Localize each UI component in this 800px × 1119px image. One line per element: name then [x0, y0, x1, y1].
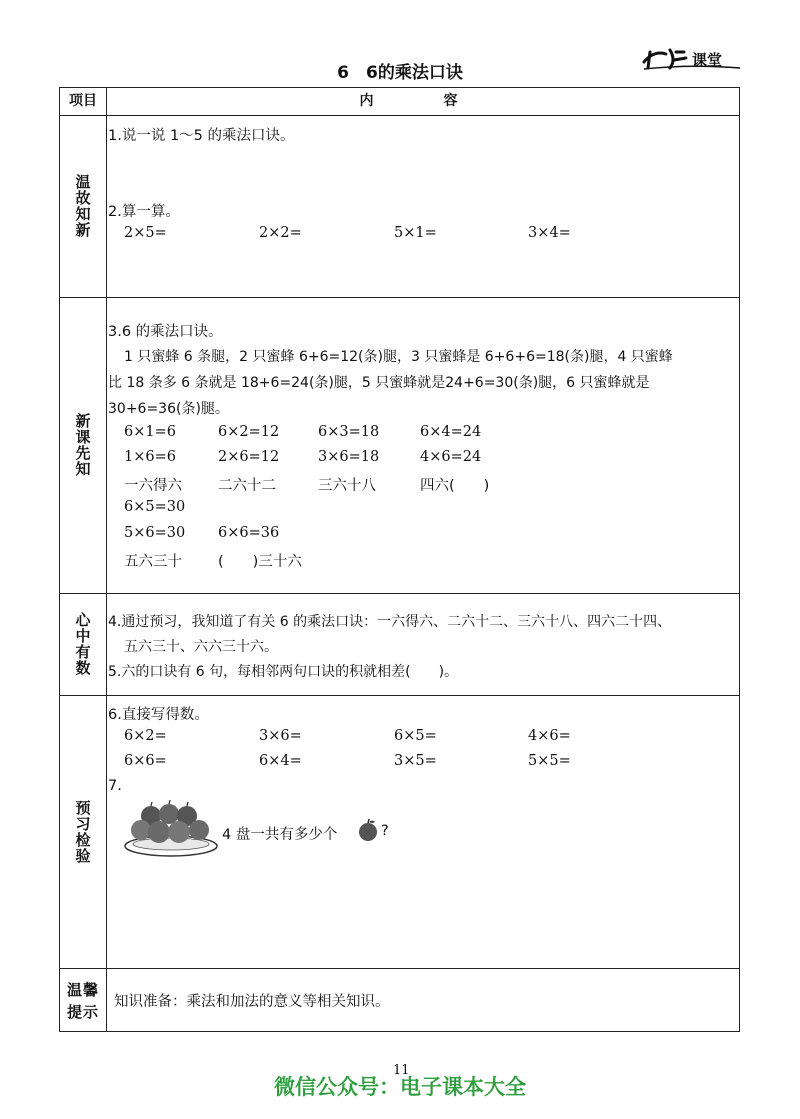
exercise-item: 6×5= — [394, 728, 437, 744]
rhyme-line: 二六十二 — [218, 478, 276, 494]
rhyme-line: 三六十八 — [318, 478, 376, 494]
apple-plate-illustration — [123, 800, 219, 860]
section-label-review: 温故知新 — [73, 174, 92, 238]
multiplication-fact: 1×6=6 — [124, 449, 176, 465]
header-content: 内 容 — [359, 93, 486, 109]
section-label-new: 新课先知 — [73, 413, 92, 477]
multiplication-fact: 6×2=12 — [218, 424, 280, 440]
multiplication-fact: 2×6=12 — [218, 449, 280, 465]
multiplication-fact: 3×6=18 — [318, 449, 380, 465]
exercise-item: 2×2= — [259, 225, 302, 241]
lesson-paragraph-line: 比 18 条多 6 条就是 18+6=24(条)腿，5 只蜜蜂就是24+6=30(条)腿，6 只蜜蜂就是 — [108, 375, 650, 391]
row-divider — [60, 593, 739, 594]
multiplication-fact: 6×6=36 — [218, 525, 280, 541]
page-title: 6 6的乘法口诀 — [337, 63, 463, 83]
exercise-item: 2×5= — [124, 225, 167, 241]
multiplication-fact: 6×1=6 — [124, 424, 176, 440]
apple-icon — [356, 818, 380, 842]
row-divider — [60, 115, 739, 116]
question-4-cont: 五六三十、六六三十六。 — [124, 639, 278, 655]
row-divider — [60, 968, 739, 969]
multiplication-fact: 6×4=24 — [420, 424, 482, 440]
exercise-item: 3×6= — [259, 728, 302, 744]
question-1: 1.说一说 1～5 的乘法口诀。 — [108, 128, 295, 144]
exercise-item: 6×2= — [124, 728, 167, 744]
lesson-paragraph-line: 1 只蜜蜂 6 条腿，2 只蜜蜂 6+6=12(条)腿，3 只蜜蜂是 6+6+6=18(条)腿，4 只蜜蜂 — [124, 349, 673, 365]
rhyme-line: 五六三十 — [124, 554, 182, 570]
svg-text:课堂: 课堂 — [692, 51, 723, 69]
question-7-text: 4 盘一共有多少个 — [222, 827, 338, 843]
question-7: 7. — [108, 778, 122, 794]
rhyme-blank: ( )三十六 — [218, 554, 302, 570]
row-divider — [60, 297, 739, 298]
exercise-item: 5×5= — [528, 753, 571, 769]
exercise-item: 3×4= — [528, 225, 571, 241]
exercise-item: 5×1= — [394, 225, 437, 241]
exercise-item: 6×6= — [124, 753, 167, 769]
exercise-item: 4×6= — [528, 728, 571, 744]
rhyme-blank: 四六( ) — [420, 478, 490, 494]
multiplication-fact: 4×6=24 — [420, 449, 482, 465]
tip-text: 知识准备：乘法和加法的意义等相关知识。 — [114, 994, 390, 1010]
lesson-paragraph-line: 30+6=36(条)腿。 — [108, 401, 229, 417]
section-label-tip: 温馨提示 — [66, 980, 99, 1021]
section-label-check: 预习检验 — [73, 799, 92, 864]
footer-watermark: 微信公众号：电子课本大全 — [274, 1075, 526, 1099]
question-3: 3.6 的乘法口诀。 — [108, 324, 223, 340]
multiplication-fact: 6×5=30 — [124, 499, 186, 515]
header-item: 项目 — [69, 93, 97, 109]
question-6: 6.直接写得数。 — [108, 707, 209, 723]
question-5: 5.六的口诀有 6 句，每相邻两句口诀的积就相差( )。 — [108, 664, 459, 680]
exercise-item: 6×4= — [259, 753, 302, 769]
row-divider — [60, 695, 739, 696]
exercise-item: 3×5= — [394, 753, 437, 769]
question-2: 2.算一算。 — [108, 204, 180, 220]
multiplication-fact: 6×3=18 — [318, 424, 380, 440]
column-divider — [106, 88, 107, 1031]
section-label-mind: 心中有数 — [73, 612, 92, 676]
multiplication-fact: 5×6=30 — [124, 525, 186, 541]
question-7-mark: ? — [381, 823, 389, 839]
page-number: 11 — [393, 1063, 410, 1078]
question-4: 4.通过预习，我知道了有关 6 的乘法口诀：一六得六、二六十二、三六十八、四六二十四、 — [108, 614, 672, 630]
rhyme-line: 一六得六 — [124, 478, 182, 494]
